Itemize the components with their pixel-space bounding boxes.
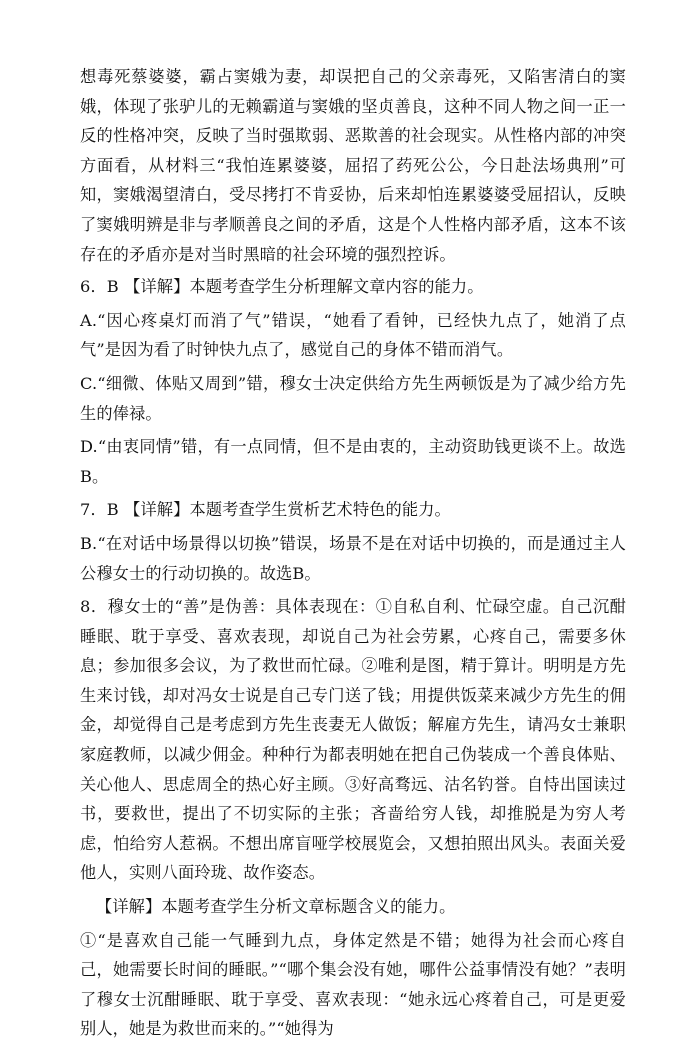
answer-7-option-b: B.“在对话中场景得以切换”错误，场景不是在对话中切换的，而是通过主人公穆女士的行动切换的。故选B。 — [80, 533, 626, 583]
answer-6-heading: 6．B 【详解】本题考查学生分析理解文章内容的能力。 — [80, 277, 484, 297]
answer-6-option-d: D.“由衷同情”错，有一点同情，但不是由衷的，主动资助钱更谈不上。故选B。 — [80, 437, 626, 486]
answer-7-heading: 7．B 【详解】本题考查学生赏析艺术特色的能力。 — [80, 500, 451, 520]
answer-8-explanation-body: ①“是喜欢自己能一气睡到九点，身体定然是不错；她得为社会而心疼自己，她需要长时间的睡眠。”“哪个集会没有她，哪件公益事情没有她？”表明了穆女士沉酣睡眠、耽于享受、喜欢表现：“她永远心疼着自己，可是更爱别人，她是为救世而来的。”“她得为 — [80, 930, 626, 1039]
answer-6-option-a: A.“因心疼桌灯而消了气”错误，“她看了看钟，已经快九点了，她消了点气”是因为看了时钟快九点了，感觉自己的身体不错而消气。 — [80, 310, 626, 360]
answer-8-body: 8．穆女士的“善”是伪善：具体表现在：①自私自利、忙碌空虚。自己沉酣睡眠、耽于享受、喜欢表现，却说自己为社会劳累，心疼自己，需要多休息；参加很多会议，为了救世而忙碌。②唯利是图，精于算计。明明是方先生来讨钱，却对冯女士说是自己专门送了钱；用提供饭菜来减少方先生的佣金，却觉得自己是考虑到方先生丧妻无人做饭；解雇方先生，请冯女士兼职家庭教师，以减少佣金。种种行为都表明她在把自己伪装成一个善良体贴、关心他人、思虑周全的热心好主顾。③好高骛远、沽名钓誉。自恃出国读过书，要救世，提出了不切实际的主张；吝啬给穷人钱，却推脱是为穷人考虑，怕给穷人惹祸。不想出席盲哑学校展览会，又想拍照出风头。表面关爱他人，实则八面玲珑、故作姿态。 — [80, 597, 626, 883]
answer-6-option-c: C.“细微、体贴又周到”错，穆女士决定供给方先生两顿饭是为了减少给方先生的俸禄。 — [80, 373, 626, 423]
answer-8-explanation-heading: 【详解】本题考查学生分析文章标题含义的能力。 — [96, 897, 456, 917]
paragraph-intro: 想毒死蔡婆婆，霸占窦娥为妻，却误把自己的父亲毒死，又陷害清白的窦娥，体现了张驴儿的无赖霸道与窦娥的坚贞善良，这种不同人物之间一正一反的性格冲突，反映了当时强欺弱、恶欺善的社会现实。从性格内部的冲突方面看，从材料三“我怕连累婆婆，屈招了药死公公，今日赴法场典刑”可知，窦娥渴望清白，受尽拷打不肯妥协，后来却怕连累婆婆受屈招认，反映了窦娥明辨是非与孝顺善良之间的矛盾，这是个人性格内部矛盾，这本不该存在的矛盾亦是对当时黑暗的社会环境的强烈控诉。 — [80, 67, 626, 264]
